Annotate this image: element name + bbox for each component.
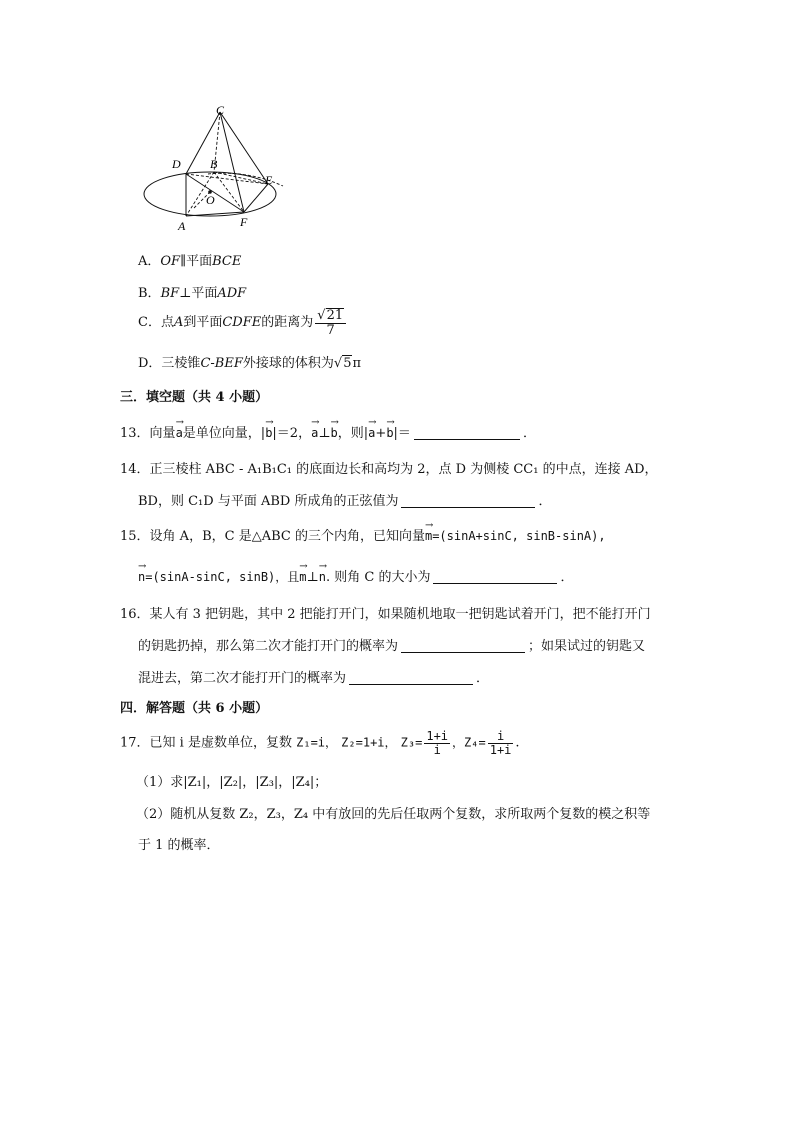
answer-blank-16a: [401, 638, 525, 653]
label-E: E: [265, 173, 273, 187]
answer-blank-13: [414, 425, 520, 440]
question-17-intro: 17．已知 i 是虚数单位，复数 Z₁=i， Z₂=1+i， Z₃= $\frac{1+i}{i}$ ，Z₄= $\frac{i}{1+i}$ .: [120, 729, 520, 757]
question-16-line-1: 16．某人有 3 把钥匙，其中 2 把能打开门，如果随机地取一把钥匙试着开门，把不能打开门: [120, 607, 651, 622]
distance-fraction: $\frac{√21}{7}$: [315, 308, 346, 337]
z3-fraction: $\frac{1+i}{i}$: [426, 729, 449, 757]
label-B: B: [210, 157, 218, 171]
z4-fraction: $\frac{i}{1+i}$: [489, 729, 512, 757]
question-13: 13．向量→ a是单位向量，|→ b|＝2，→ a⊥→ b，则|→ a+→ b|＝ ．: [120, 422, 536, 441]
label-A: A: [178, 219, 186, 233]
question-17-part-1: （1）求|Z₁|，|Z₂|，|Z₃|，|Z₄|；: [136, 775, 328, 790]
question-16-line-2: 的钥匙扔掉，那么第二次才能打开门的概率为 ；如果试过的钥匙又: [138, 639, 646, 654]
option-a: A．OF∥平面BCE: [138, 254, 242, 269]
section-3-heading: 三．填空题（共 4 小题）: [120, 390, 269, 405]
option-d: D．三棱锥C-BEF外接球的体积为√5π: [138, 356, 362, 371]
section-4-heading: 四．解答题（共 6 小题）: [120, 701, 269, 716]
question-17-part-2-line-2: 于 1 的概率．: [138, 838, 220, 853]
option-c: C．点A到平面CDFE的距离为 $\frac{√21}{7}$: [138, 308, 348, 337]
answer-blank-15: [433, 569, 557, 584]
label-F: F: [240, 215, 248, 229]
question-15-line-2: → n=(sinA-sinC, sinB)，且→ m⊥→ n. 则角 C 的大小为 ．: [138, 566, 573, 585]
option-b: B．BF⊥平面ADF: [138, 286, 247, 301]
label-C: C: [216, 104, 225, 117]
geometry-figure: [138, 104, 298, 234]
question-15-line-1: 15．设角 A，B，C 是△ABC 的三个内角，已知向量→ m=(sinA+sinC, sinB-sinA),: [120, 525, 606, 544]
question-14-line-2: BD，则 C₁D 与平面 ABD 所成角的正弦值为 ．: [138, 494, 552, 509]
question-16-line-3: 混进去，第二次才能打开门的概率为 ．: [138, 671, 490, 686]
label-O: O: [206, 193, 215, 207]
question-14-line-1: 14．正三棱柱 ABC - A₁B₁C₁ 的底面边长和高均为 2，点 D 为侧棱 CC₁ 的中点，连接 AD，: [120, 462, 658, 477]
answer-blank-14: [401, 493, 535, 508]
label-D: D: [172, 157, 181, 171]
question-17-part-2-line-1: （2）随机从复数 Z₂，Z₃，Z₄ 中有放回的先后任取两个复数，求所取两个复数的模之积等: [136, 807, 651, 822]
answer-blank-16b: [349, 670, 473, 685]
